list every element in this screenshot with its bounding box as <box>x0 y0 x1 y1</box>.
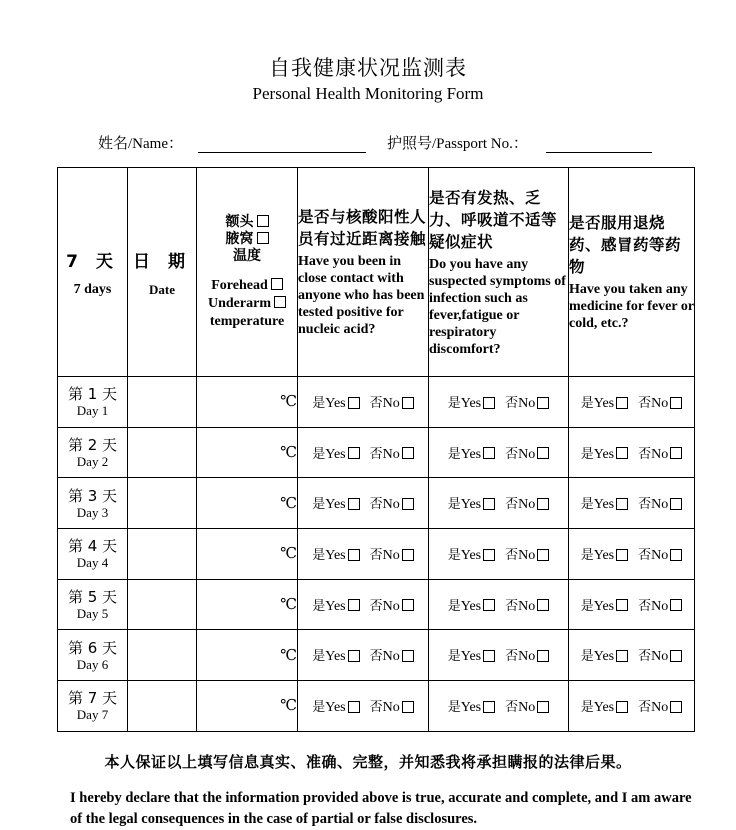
yes-english-label: Yes <box>460 446 482 462</box>
medicine-no-checkbox-day-1[interactable] <box>670 397 682 409</box>
date-input-cell[interactable] <box>128 529 197 580</box>
symptoms-yes-checkbox-day-6[interactable] <box>483 650 495 662</box>
forehead-checkbox[interactable] <box>257 215 269 227</box>
header-row <box>58 168 695 377</box>
yes-english-label: Yes <box>593 446 615 462</box>
yes-english-label: Yes <box>460 649 482 665</box>
symptoms-yes-checkbox-day-7[interactable] <box>483 701 495 713</box>
temperature-input-cell[interactable] <box>197 427 298 478</box>
no-english-label: No <box>382 497 400 513</box>
no-english-label: No <box>518 649 536 665</box>
symptoms-yes-checkbox-day-3[interactable] <box>483 498 495 510</box>
underarm-chinese-label: 腋窝 <box>225 230 254 247</box>
no-chinese-label: 否 <box>638 497 652 513</box>
yes-english-label: Yes <box>460 598 482 614</box>
yes-chinese-label: 是 <box>312 699 326 715</box>
celsius-unit: ℃ <box>280 445 297 462</box>
temperature-input-cell[interactable] <box>197 681 298 732</box>
forehead-en-checkbox[interactable] <box>271 278 283 290</box>
yes-chinese-label: 是 <box>447 395 461 411</box>
symptoms-no-checkbox-day-5[interactable] <box>537 599 549 611</box>
date-input-cell[interactable] <box>128 681 197 732</box>
header-days-english: 7 days <box>73 281 112 297</box>
monitoring-table <box>57 167 695 732</box>
temperature-input-cell[interactable] <box>197 630 298 681</box>
no-english-label: No <box>382 446 400 462</box>
celsius-unit: ℃ <box>280 546 297 563</box>
yes-english-label: Yes <box>325 446 346 462</box>
medicine-no-checkbox-day-6[interactable] <box>670 650 682 662</box>
header-temperature <box>197 168 298 377</box>
close-contact-question-english: Have you been in close contact with anyone who has been tested positive for nucleic acid? <box>298 254 425 337</box>
medicine-no-checkbox-day-2[interactable] <box>670 447 682 459</box>
yes-chinese-label: 是 <box>580 446 594 462</box>
close-contact-no-checkbox-day-4[interactable] <box>402 549 414 561</box>
day-label-english: Day 7 <box>76 707 109 723</box>
no-english-label: No <box>651 547 669 563</box>
celsius-unit: ℃ <box>280 698 297 715</box>
day-label-chinese: 第 2 天 <box>67 436 118 455</box>
medicine-yes-checkbox-day-5[interactable] <box>616 599 628 611</box>
medicine-answer-cell <box>569 427 695 478</box>
temperature-input-cell[interactable] <box>197 579 298 630</box>
medicine-answer-cell <box>569 377 695 428</box>
no-chinese-label: 否 <box>638 699 652 715</box>
form-title-chinese: 自我健康状况监测表 <box>269 56 467 80</box>
yes-chinese-label: 是 <box>447 547 461 563</box>
no-english-label: No <box>382 598 400 614</box>
no-chinese-label: 否 <box>638 446 652 462</box>
header-close-contact <box>298 168 429 377</box>
close-contact-answer-cell <box>298 377 429 428</box>
yes-chinese-label: 是 <box>312 598 326 614</box>
no-chinese-label: 否 <box>505 497 519 513</box>
close-contact-answer-cell <box>298 427 429 478</box>
symptoms-no-checkbox-day-6[interactable] <box>537 650 549 662</box>
day-label-chinese: 第 7 天 <box>67 689 118 708</box>
no-chinese-label: 否 <box>505 598 519 614</box>
day-label-english: Day 4 <box>76 555 109 571</box>
medicine-answer-cell <box>569 630 695 681</box>
temperature-english-label: temperature <box>209 313 285 329</box>
table-row <box>58 427 695 478</box>
yes-chinese-label: 是 <box>580 497 594 513</box>
medicine-yes-checkbox-day-6[interactable] <box>616 650 628 662</box>
yes-english-label: Yes <box>325 649 346 665</box>
table-row <box>58 630 695 681</box>
no-chinese-label: 否 <box>505 649 519 665</box>
yes-english-label: Yes <box>325 547 346 563</box>
celsius-unit: ℃ <box>280 495 297 512</box>
yes-chinese-label: 是 <box>447 446 461 462</box>
symptoms-answer-cell <box>429 630 569 681</box>
no-english-label: No <box>382 547 400 563</box>
no-chinese-label: 否 <box>369 598 383 614</box>
day-label-english: Day 1 <box>76 403 109 419</box>
medicine-answer-cell <box>569 529 695 580</box>
day-label-english: Day 6 <box>76 656 109 672</box>
yes-english-label: Yes <box>325 497 346 513</box>
close-contact-answer-cell <box>298 681 429 732</box>
day-cell <box>58 529 128 580</box>
passport-input-line[interactable] <box>546 152 652 153</box>
date-input-cell[interactable] <box>128 377 197 428</box>
no-english-label: No <box>518 598 536 614</box>
medicine-yes-checkbox-day-1[interactable] <box>616 397 628 409</box>
temperature-input-cell[interactable] <box>197 377 298 428</box>
medicine-yes-checkbox-day-3[interactable] <box>616 498 628 510</box>
day-label-chinese: 第 3 天 <box>67 486 118 505</box>
medicine-question-english: Have you taken any medicine for fever or cold, etc.? <box>569 282 694 331</box>
close-contact-yes-checkbox-day-6[interactable] <box>348 650 360 662</box>
date-input-cell[interactable] <box>128 579 197 630</box>
close-contact-no-checkbox-day-1[interactable] <box>402 397 414 409</box>
medicine-no-checkbox-day-4[interactable] <box>670 549 682 561</box>
no-english-label: No <box>382 699 400 715</box>
symptoms-question-chinese: 是否有发热、乏力、呼吸道不适等疑似症状 <box>429 188 558 251</box>
no-chinese-label: 否 <box>369 497 383 513</box>
medicine-question-chinese: 是否服用退烧药、感冒药等药物 <box>569 214 682 276</box>
yes-english-label: Yes <box>460 395 482 411</box>
no-chinese-label: 否 <box>505 446 519 462</box>
name-label: 姓名/Name： <box>98 136 183 152</box>
medicine-yes-checkbox-day-4[interactable] <box>616 549 628 561</box>
temperature-chinese-label: 温度 <box>233 247 261 264</box>
yes-chinese-label: 是 <box>580 649 594 665</box>
symptoms-answer-cell <box>429 529 569 580</box>
medicine-yes-checkbox-day-7[interactable] <box>616 701 628 713</box>
yes-english-label: Yes <box>593 598 615 614</box>
yes-english-label: Yes <box>593 497 615 513</box>
no-chinese-label: 否 <box>369 547 383 563</box>
symptoms-answer-cell <box>429 681 569 732</box>
yes-english-label: Yes <box>460 547 482 563</box>
yes-chinese-label: 是 <box>447 598 461 614</box>
day-cell <box>58 377 128 428</box>
no-chinese-label: 否 <box>369 395 383 411</box>
no-chinese-label: 否 <box>505 395 519 411</box>
medicine-no-checkbox-day-3[interactable] <box>670 498 682 510</box>
yes-chinese-label: 是 <box>312 547 326 563</box>
no-english-label: No <box>382 649 400 665</box>
forehead-english-label: Forehead <box>211 277 268 293</box>
close-contact-yes-checkbox-day-3[interactable] <box>348 498 360 510</box>
medicine-no-checkbox-day-5[interactable] <box>670 599 682 611</box>
table-row <box>58 478 695 529</box>
header-date-english: Date <box>149 281 175 297</box>
no-chinese-label: 否 <box>369 699 383 715</box>
symptoms-answer-cell <box>429 478 569 529</box>
symptoms-yes-checkbox-day-1[interactable] <box>483 397 495 409</box>
temperature-input-cell[interactable] <box>197 529 298 580</box>
close-contact-no-checkbox-day-7[interactable] <box>402 701 414 713</box>
yes-chinese-label: 是 <box>312 497 326 513</box>
yes-chinese-label: 是 <box>580 395 594 411</box>
table-row <box>58 529 695 580</box>
symptoms-yes-checkbox-day-4[interactable] <box>483 549 495 561</box>
day-label-chinese: 第 4 天 <box>67 537 118 556</box>
declaration-english: I hereby declare that the information provided above is true, accurate and complete, and I am aware of the legal consequences in the case of partial or false disclosures. <box>70 790 692 827</box>
medicine-answer-cell <box>569 681 695 732</box>
medicine-answer-cell <box>569 579 695 630</box>
no-english-label: No <box>651 446 669 462</box>
no-english-label: No <box>651 497 669 513</box>
header-medicine <box>569 168 695 377</box>
medicine-answer-cell <box>569 478 695 529</box>
no-english-label: No <box>651 649 669 665</box>
no-chinese-label: 否 <box>369 649 383 665</box>
header-date-chinese: 日 期 <box>133 251 191 272</box>
declaration-chinese: 本人保证以上填写信息真实、准确、完整，并知悉我将承担瞒报的法律后果。 <box>104 753 632 771</box>
yes-english-label: Yes <box>325 395 346 411</box>
close-contact-answer-cell <box>298 579 429 630</box>
yes-english-label: Yes <box>593 649 615 665</box>
yes-english-label: Yes <box>325 598 346 614</box>
symptoms-no-checkbox-day-1[interactable] <box>537 397 549 409</box>
no-english-label: No <box>518 395 536 411</box>
form-title-english: Personal Health Monitoring Form <box>252 84 484 103</box>
yes-chinese-label: 是 <box>312 649 326 665</box>
header-days-chinese: 7 天 <box>66 251 119 272</box>
celsius-unit: ℃ <box>280 597 297 614</box>
no-chinese-label: 否 <box>505 547 519 563</box>
yes-chinese-label: 是 <box>447 649 461 665</box>
close-contact-question-chinese: 是否与核酸阳性人员有过近距离接触 <box>298 208 427 248</box>
date-input-cell[interactable] <box>128 427 197 478</box>
close-contact-yes-checkbox-day-5[interactable] <box>348 599 360 611</box>
underarm-checkbox[interactable] <box>257 232 269 244</box>
yes-english-label: Yes <box>593 395 615 411</box>
close-contact-answer-cell <box>298 478 429 529</box>
close-contact-answer-cell <box>298 630 429 681</box>
no-chinese-label: 否 <box>505 699 519 715</box>
yes-chinese-label: 是 <box>580 598 594 614</box>
no-english-label: No <box>518 497 536 513</box>
day-cell <box>58 579 128 630</box>
yes-english-label: Yes <box>593 699 615 715</box>
no-english-label: No <box>518 547 536 563</box>
day-cell <box>58 630 128 681</box>
date-input-cell[interactable] <box>128 478 197 529</box>
symptoms-answer-cell <box>429 579 569 630</box>
symptoms-yes-checkbox-day-2[interactable] <box>483 447 495 459</box>
yes-english-label: Yes <box>593 547 615 563</box>
yes-chinese-label: 是 <box>312 446 326 462</box>
symptoms-no-checkbox-day-3[interactable] <box>537 498 549 510</box>
header-symptoms <box>429 168 569 377</box>
symptoms-no-checkbox-day-7[interactable] <box>537 701 549 713</box>
medicine-no-checkbox-day-7[interactable] <box>670 701 682 713</box>
day-label-chinese: 第 6 天 <box>67 638 118 657</box>
symptoms-yes-checkbox-day-5[interactable] <box>483 599 495 611</box>
close-contact-answer-cell <box>298 529 429 580</box>
header-days <box>58 168 128 377</box>
date-input-cell[interactable] <box>128 630 197 681</box>
close-contact-yes-checkbox-day-1[interactable] <box>348 397 360 409</box>
close-contact-yes-checkbox-day-7[interactable] <box>348 701 360 713</box>
day-label-chinese: 第 5 天 <box>67 588 118 607</box>
header-date <box>128 168 197 377</box>
yes-chinese-label: 是 <box>580 547 594 563</box>
no-chinese-label: 否 <box>369 446 383 462</box>
table-row <box>58 681 695 732</box>
no-english-label: No <box>518 699 536 715</box>
close-contact-no-checkbox-day-6[interactable] <box>402 650 414 662</box>
no-chinese-label: 否 <box>638 598 652 614</box>
name-input-line[interactable] <box>198 152 366 153</box>
close-contact-yes-checkbox-day-4[interactable] <box>348 549 360 561</box>
no-english-label: No <box>651 699 669 715</box>
day-cell <box>58 478 128 529</box>
yes-chinese-label: 是 <box>447 497 461 513</box>
no-chinese-label: 否 <box>638 395 652 411</box>
yes-chinese-label: 是 <box>312 395 326 411</box>
day-cell <box>58 427 128 478</box>
underarm-english-label: Underarm <box>208 295 271 311</box>
symptoms-answer-cell <box>429 427 569 478</box>
table-row <box>58 579 695 630</box>
day-cell <box>58 681 128 732</box>
underarm-en-checkbox[interactable] <box>274 296 286 308</box>
close-contact-no-checkbox-day-5[interactable] <box>402 599 414 611</box>
forehead-chinese-label: 额头 <box>225 213 254 230</box>
no-english-label: No <box>651 395 669 411</box>
medicine-yes-checkbox-day-2[interactable] <box>616 447 628 459</box>
day-label-english: Day 3 <box>76 504 109 520</box>
day-label-english: Day 2 <box>76 454 109 470</box>
symptoms-no-checkbox-day-4[interactable] <box>537 549 549 561</box>
no-chinese-label: 否 <box>638 649 652 665</box>
table-row <box>58 377 695 428</box>
no-english-label: No <box>651 598 669 614</box>
no-english-label: No <box>382 395 400 411</box>
personal-info-fields <box>0 132 736 156</box>
day-label-chinese: 第 1 天 <box>67 385 118 404</box>
no-english-label: No <box>518 446 536 462</box>
yes-chinese-label: 是 <box>580 699 594 715</box>
yes-english-label: Yes <box>460 699 482 715</box>
yes-english-label: Yes <box>460 497 482 513</box>
symptoms-no-checkbox-day-2[interactable] <box>537 447 549 459</box>
close-contact-no-checkbox-day-2[interactable] <box>402 447 414 459</box>
celsius-unit: ℃ <box>280 647 297 664</box>
temperature-input-cell[interactable] <box>197 478 298 529</box>
day-label-english: Day 5 <box>76 606 109 622</box>
no-chinese-label: 否 <box>638 547 652 563</box>
yes-english-label: Yes <box>325 699 346 715</box>
symptoms-answer-cell <box>429 377 569 428</box>
symptoms-question-english: Do you have any suspected symptoms of infection such as fever,fatigue or respiratory discomfort? <box>429 256 566 357</box>
yes-chinese-label: 是 <box>447 699 461 715</box>
celsius-unit: ℃ <box>280 394 297 411</box>
passport-label: 护照号/Passport No.： <box>387 136 528 152</box>
close-contact-yes-checkbox-day-2[interactable] <box>348 447 360 459</box>
close-contact-no-checkbox-day-3[interactable] <box>402 498 414 510</box>
